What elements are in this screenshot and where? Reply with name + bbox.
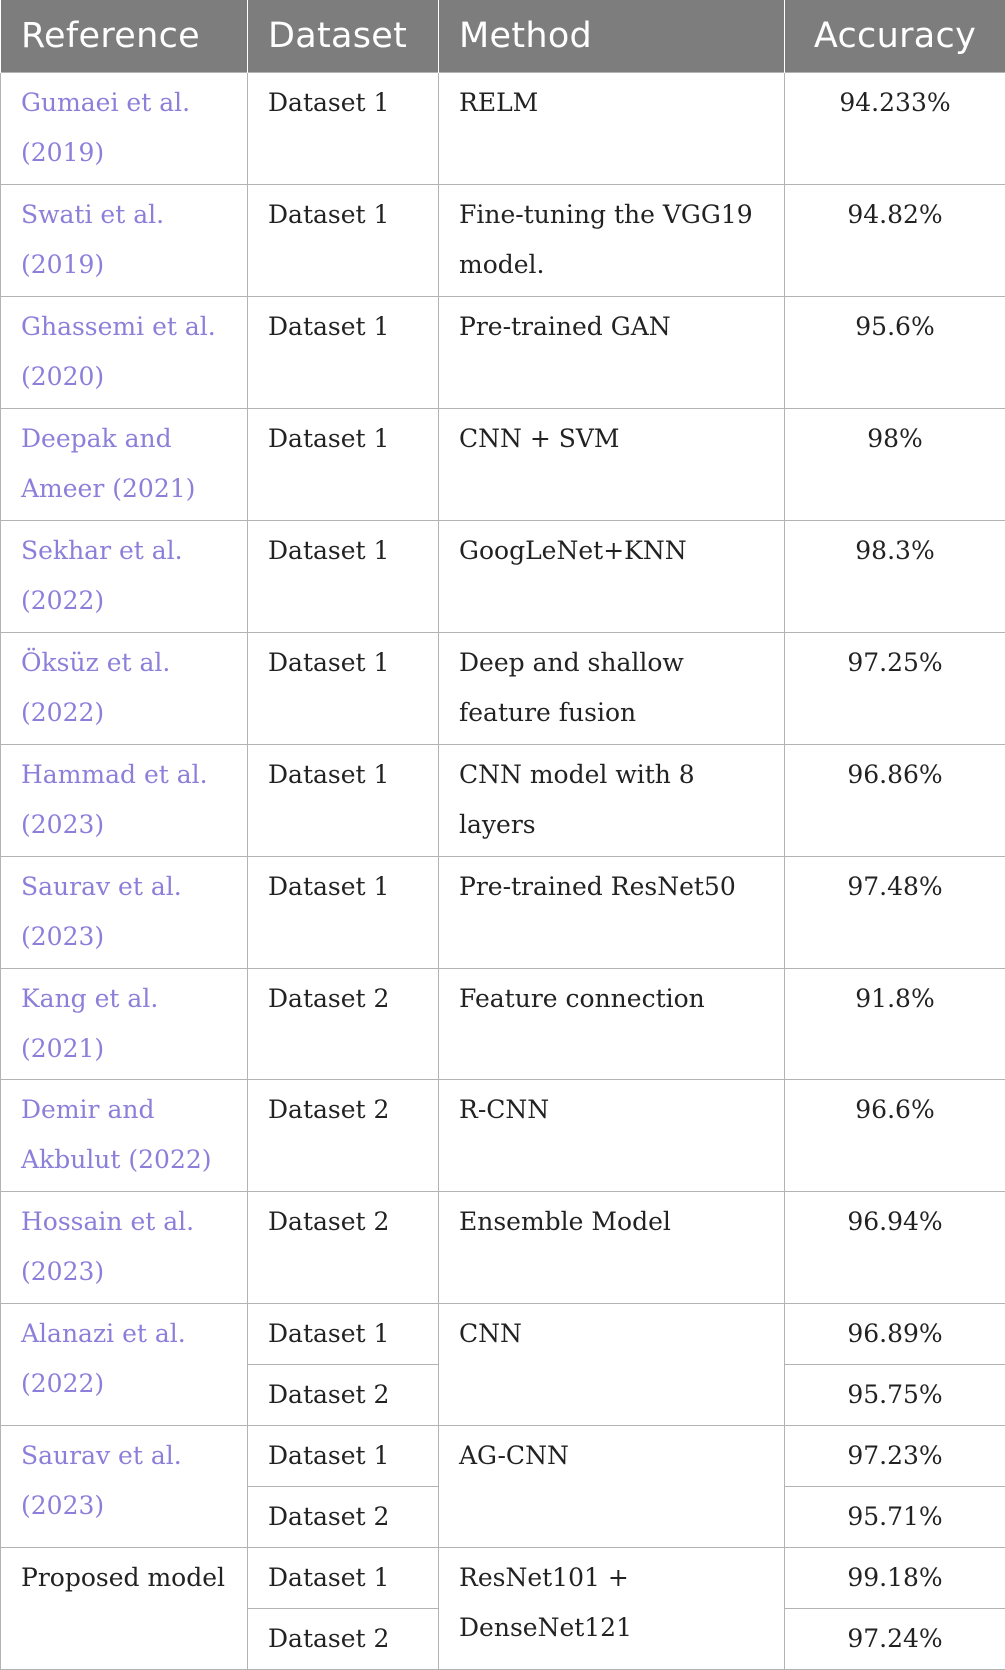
reference-link[interactable]: Saurav et al. (2023) <box>1 1426 248 1548</box>
reference-link[interactable]: Gumaei et al. (2019) <box>1 73 248 185</box>
dataset-cell: Dataset 1 <box>248 73 439 185</box>
dataset-cell: Dataset 1 <box>248 521 439 633</box>
table-row <box>1 185 1005 297</box>
accuracy-cell: 98% <box>785 409 1005 521</box>
method-cell: Fine-tuning the VGG19 model. <box>439 185 785 297</box>
header-row <box>1 0 1005 73</box>
accuracy-cell: 97.23% <box>785 1426 1005 1487</box>
accuracy-cell: 95.71% <box>785 1487 1005 1548</box>
table-row <box>1 297 1005 409</box>
table-row <box>1 1426 1005 1487</box>
reference-link[interactable]: Deepak and Ameer (2021) <box>1 409 248 521</box>
dataset-cell: Dataset 1 <box>248 297 439 409</box>
method-cell: GoogLeNet+KNN <box>439 521 785 633</box>
reference-link[interactable]: Alanazi et al. (2022) <box>1 1304 248 1426</box>
header-reference: Reference <box>1 0 248 73</box>
method-cell: AG-CNN <box>439 1426 785 1548</box>
dataset-cell: Dataset 1 <box>248 1426 439 1487</box>
dataset-cell: Dataset 1 <box>248 633 439 745</box>
dataset-cell: Dataset 1 <box>248 185 439 297</box>
accuracy-cell: 94.82% <box>785 185 1005 297</box>
method-cell: Pre-trained GAN <box>439 297 785 409</box>
dataset-cell: Dataset 2 <box>248 969 439 1080</box>
reference-link[interactable]: Swati et al. (2019) <box>1 185 248 297</box>
method-cell: Deep and shallow feature fusion <box>439 633 785 745</box>
accuracy-cell: 97.25% <box>785 633 1005 745</box>
reference-link[interactable]: Hossain et al. (2023) <box>1 1192 248 1304</box>
method-cell: CNN <box>439 1304 785 1426</box>
table-row <box>1 745 1005 857</box>
method-cell: CNN model with 8 layers <box>439 745 785 857</box>
accuracy-cell: 91.8% <box>785 969 1005 1080</box>
reference-link[interactable]: Hammad et al. (2023) <box>1 745 248 857</box>
reference-link[interactable]: Saurav et al. (2023) <box>1 857 248 969</box>
table-row <box>1 1080 1005 1192</box>
accuracy-cell: 97.24% <box>785 1609 1005 1670</box>
dataset-cell: Dataset 2 <box>248 1365 439 1426</box>
accuracy-cell: 95.75% <box>785 1365 1005 1426</box>
table-row <box>1 969 1005 1080</box>
dataset-cell: Dataset 1 <box>248 745 439 857</box>
method-cell: Feature connection <box>439 969 785 1080</box>
table-row <box>1 1548 1005 1609</box>
dataset-cell: Dataset 2 <box>248 1080 439 1192</box>
accuracy-cell: 97.48% <box>785 857 1005 969</box>
accuracy-cell: 94.233% <box>785 73 1005 185</box>
method-cell: Pre-trained ResNet50 <box>439 857 785 969</box>
method-cell: R-CNN <box>439 1080 785 1192</box>
header-dataset: Dataset <box>248 0 439 73</box>
dataset-cell: Dataset 2 <box>248 1192 439 1304</box>
reference-link[interactable]: Ghassemi et al. (2020) <box>1 297 248 409</box>
dataset-cell: Dataset 1 <box>248 409 439 521</box>
dataset-cell: Dataset 1 <box>248 1548 439 1609</box>
table-row <box>1 409 1005 521</box>
accuracy-cell: 99.18% <box>785 1548 1005 1609</box>
accuracy-cell: 98.3% <box>785 521 1005 633</box>
table-row <box>1 857 1005 969</box>
dataset-cell: Dataset 1 <box>248 1304 439 1365</box>
reference-link[interactable]: Öksüz et al. (2022) <box>1 633 248 745</box>
dataset-cell: Dataset 1 <box>248 857 439 969</box>
accuracy-cell: 96.94% <box>785 1192 1005 1304</box>
reference-link[interactable]: Demir and Akbulut (2022) <box>1 1080 248 1192</box>
table-row <box>1 1192 1005 1304</box>
reference-link[interactable]: Kang et al. (2021) <box>1 969 248 1080</box>
header-accuracy: Accuracy <box>785 0 1005 73</box>
table-row <box>1 633 1005 745</box>
table-row <box>1 73 1005 185</box>
method-cell: CNN + SVM <box>439 409 785 521</box>
accuracy-cell: 96.86% <box>785 745 1005 857</box>
method-cell: RELM <box>439 73 785 185</box>
accuracy-cell: 96.89% <box>785 1304 1005 1365</box>
table-row <box>1 1304 1005 1365</box>
header-method: Method <box>439 0 785 73</box>
accuracy-cell: 96.6% <box>785 1080 1005 1192</box>
table-row <box>1 521 1005 633</box>
accuracy-cell: 95.6% <box>785 297 1005 409</box>
dataset-cell: Dataset 2 <box>248 1609 439 1670</box>
method-cell: Ensemble Model <box>439 1192 785 1304</box>
dataset-cell: Dataset 2 <box>248 1487 439 1548</box>
reference-link[interactable]: Sekhar et al. (2022) <box>1 521 248 633</box>
method-cell: ResNet101 + DenseNet121 <box>439 1548 785 1670</box>
proposed-model-label: Proposed model <box>1 1548 248 1670</box>
